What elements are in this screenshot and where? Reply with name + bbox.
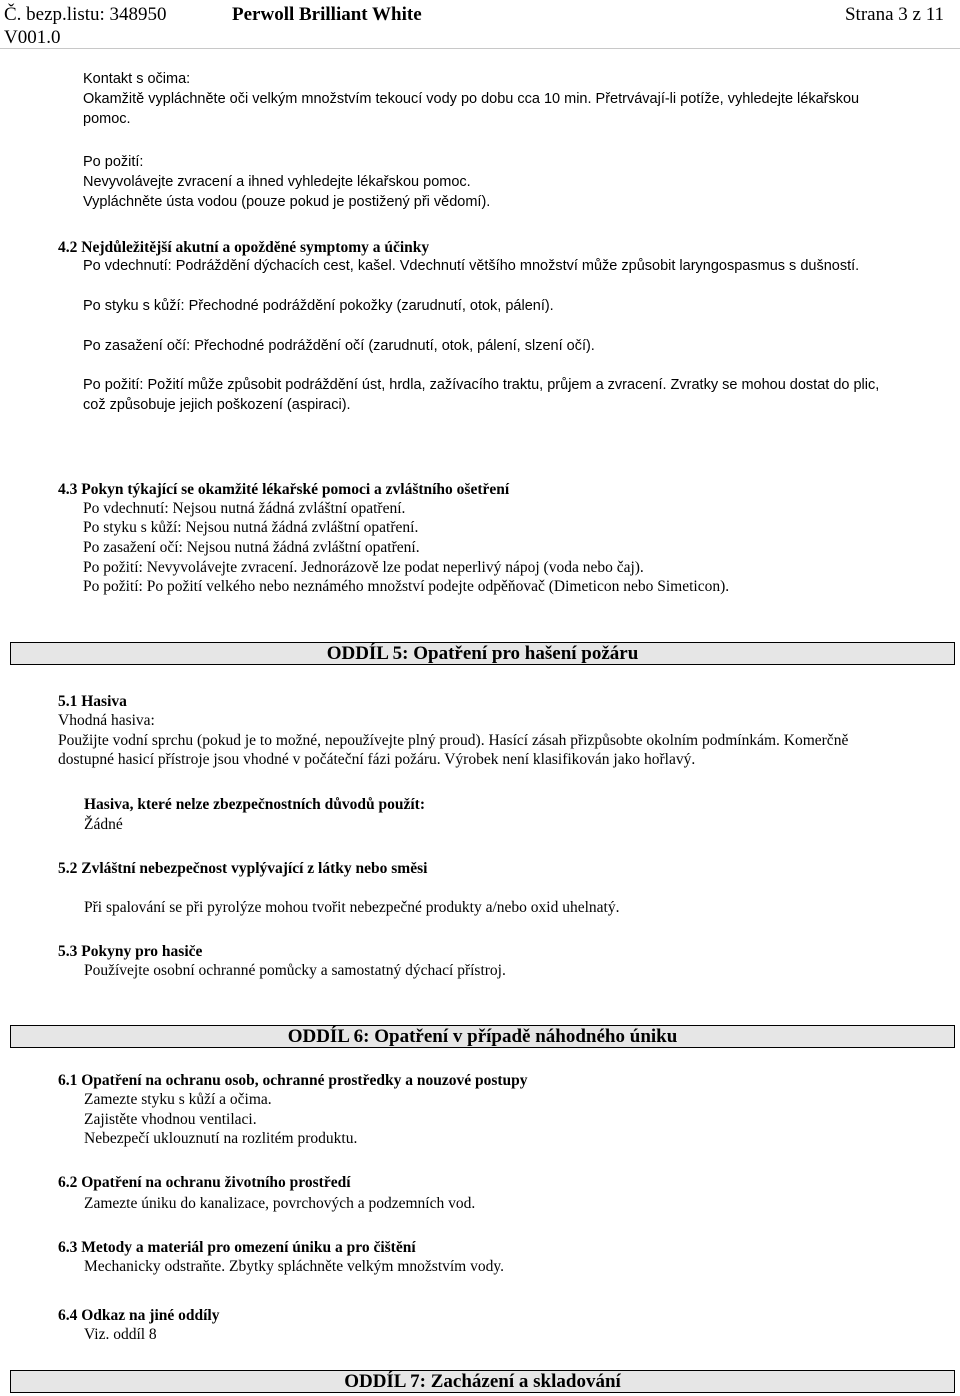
symptom-eyes: Po zasažení očí: Přechodné podráždění očí (zarudnutí, otok, pálení, slzení očí). [83, 338, 595, 354]
section-7-heading-bar [10, 1370, 955, 1393]
unsuitable-media-label: Hasiva, které nelze zbezpečnostních důvodů použít: [84, 796, 425, 813]
page-number: Strana 3 z 11 [844, 4, 944, 25]
product-name: Perwoll Brilliant White [232, 4, 422, 25]
section-6-heading: ODDÍL 6: Opatření v případě náhodného úniku [287, 1026, 678, 1047]
section-6-1-line-2: Zajistěte vhodnou ventilaci. [84, 1111, 257, 1128]
section-4-3-title: 4.3 Pokyn týkající se okamžité lékařské pomoci a zvláštního ošetření [58, 481, 510, 498]
section-6-1-title: 6.1 Opatření na ochranu osob, ochranné prostředky a nouzové postupy [58, 1072, 528, 1089]
document-version: V001.0 [4, 27, 61, 48]
medical-note-1: Po vdechnutí: Nejsou nutná žádná zvláštní opatření. [83, 500, 406, 517]
section-5-3-text: Používejte osobní ochranné pomůcky a samostatný dýchací přístroj. [84, 962, 506, 979]
section-6-1-line-3: Nebezpečí uklouznutí na rozlitém produktu. [84, 1130, 358, 1147]
symptom-ingestion-cont: což způsobuje jejich poškození (aspiraci). [83, 397, 351, 413]
medical-note-3: Po zasažení očí: Nejsou nutná žádná zvláštní opatření. [83, 539, 420, 556]
medical-note-5: Po požití: Po požití velkého nebo neznámého množství podejte odpěňovač (Dimeticon nebo Simeticon). [83, 578, 730, 595]
section-6-2-title: 6.2 Opatření na ochranu životního prostředí [58, 1174, 351, 1191]
symptom-skin: Po styku s kůží: Přechodné podráždění pokožky (zarudnutí, otok, pálení). [83, 298, 554, 314]
section-6-3-text: Mechanicky odstraňte. Zbytky spláchněte velkým množstvím vody. [84, 1258, 504, 1275]
section-5-3-title: 5.3 Pokyny pro hasiče [58, 943, 203, 960]
section-6-heading-bar [10, 1025, 955, 1048]
eye-contact-label: Kontakt s očima: [83, 71, 191, 87]
document-id: Č. bezp.listu: 348950 [4, 4, 167, 25]
unsuitable-media-value: Žádné [84, 816, 123, 833]
section-5-2-title: 5.2 Zvláštní nebezpečnost vyplývající z látky nebo směsi [58, 860, 428, 877]
section-6-3-title: 6.3 Metody a materiál pro omezení úniku a pro čištění [58, 1239, 416, 1256]
symptom-ingestion: Po požití: Požití může způsobit podráždění úst, hrdla, zažívacího traktu, průjem a zvracení. Zvratky se mohou dostat do plic, [83, 377, 880, 393]
section-6-4-title: 6.4 Odkaz na jiné oddíly [58, 1307, 220, 1324]
section-4-2-title: 4.2 Nejdůležitější akutní a opožděné symptomy a účinky [58, 239, 430, 256]
medical-note-4: Po požití: Nevyvolávejte zvracení. Jednorázově lze podat neperlivý nápoj (voda nebo čaj). [83, 559, 644, 576]
page-header [0, 0, 960, 52]
eye-contact-text-cont: pomoc. [83, 111, 131, 127]
medical-note-2: Po styku s kůží: Nejsou nutná žádná zvláštní opatření. [83, 519, 419, 536]
section-6-4-text: Viz. oddíl 8 [84, 1326, 157, 1343]
ingestion-text-2: Vypláchněte ústa vodou (pouze pokud je postižený při vědomí). [83, 194, 491, 210]
symptom-inhalation: Po vdechnutí: Podráždění dýchacích cest, kašel. Vdechnutí většího množství může způsobit laryngospasmus s dušností. [83, 258, 860, 274]
section-7-heading: ODDÍL 7: Zacházení a skladování [344, 1371, 621, 1392]
section-6-1-line-1: Zamezte styku s kůží a očima. [84, 1091, 272, 1108]
suitable-media-text-cont: dostupné hasicí přístroje jsou vhodné v počáteční fázi požáru. Výrobek není klasifikován jako hořlavý. [58, 751, 696, 768]
section-6-2-text: Zamezte úniku do kanalizace, povrchových a podzemních vod. [84, 1195, 476, 1212]
section-5-2-text: Při spalování se při pyrolýze mohou tvořit nebezpečné produkty a/nebo oxid uhelnatý. [84, 899, 620, 916]
suitable-media-label: Vhodná hasiva: [58, 712, 155, 729]
eye-contact-text: Okamžitě vypláchněte oči velkým množstvím tekoucí vody po dobu cca 10 min. Přetrvávají-li potíže, vyhledejte lékařskou [83, 91, 860, 107]
section-5-heading: ODDÍL 5: Opatření pro hašení požáru [326, 643, 639, 664]
section-5-1-title: 5.1 Hasiva [58, 693, 127, 710]
suitable-media-text: Použijte vodní sprchu (pokud je to možné, nepoužívejte plný proud). Hasící zásah přizpůsobte okolním podmínkám. Komerčně [58, 732, 849, 749]
ingestion-text: Nevyvolávejte zvracení a ihned vyhledejte lékařskou pomoc. [83, 174, 471, 190]
ingestion-label: Po požití: [83, 154, 144, 170]
section-5-heading-bar [10, 642, 955, 665]
header-divider [0, 48, 960, 49]
